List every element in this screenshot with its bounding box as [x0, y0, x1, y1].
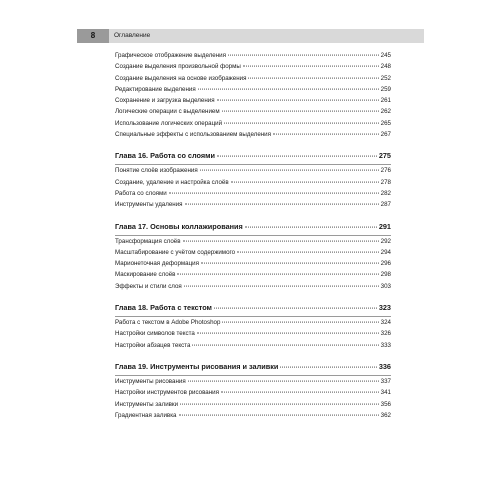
page-ref: 278 [380, 178, 391, 186]
toc-group [115, 140, 391, 210]
toc-entry [115, 410, 391, 421]
toc-group [115, 292, 391, 351]
page-ref: 303 [380, 282, 391, 290]
entry-title: Создание выделения на основе изображения [115, 74, 247, 82]
header-title: Оглавление [114, 32, 151, 39]
toc-entry [115, 199, 391, 210]
dot-leader [222, 322, 378, 323]
chapter-title: Глава 17. Основы коллажирования [115, 221, 243, 231]
entry-title: Специальные эффекты с использованием выделения [115, 131, 271, 139]
chapter-title: Глава 18. Работа с текстом [115, 303, 212, 313]
page-ref: 356 [380, 400, 391, 408]
entry-title: Масштабирование с учётом содержимого [115, 248, 236, 256]
dot-leader [184, 285, 379, 286]
group-gap [115, 292, 391, 301]
toc-entry [115, 247, 391, 258]
toc-entry [115, 50, 391, 61]
page-ref: 252 [380, 74, 391, 82]
entry-title: Эффекты и стили слоя [115, 282, 182, 290]
chapter-title: Глава 19. Инструменты рисования и заливки [115, 361, 279, 371]
toc-entry [115, 399, 391, 410]
toc-entry [115, 258, 391, 269]
entry-title: Создание, удаление и настройка слоёв [115, 178, 229, 186]
dot-leader [200, 170, 379, 171]
toc-group [115, 50, 391, 140]
dot-leader [197, 333, 379, 334]
dot-leader [280, 367, 376, 368]
entry-title: Инструменты рисования [115, 377, 186, 385]
page-ref: 298 [380, 271, 391, 279]
dot-leader [180, 403, 379, 404]
chapter-heading [115, 301, 391, 314]
dot-leader [243, 66, 379, 67]
page-ref: 276 [380, 167, 391, 175]
dot-leader [217, 156, 377, 157]
page-ref: 323 [378, 303, 391, 313]
dot-leader [214, 308, 377, 309]
chapter-heading [115, 149, 391, 162]
chapter-heading [115, 220, 391, 233]
entry-title: Настройки инструментов рисования [115, 389, 219, 397]
page-ref: 248 [380, 63, 391, 71]
page-ref: 333 [380, 341, 391, 349]
entry-title: Создание выделения произвольной формы [115, 63, 241, 71]
dot-leader [217, 100, 379, 101]
dot-leader [231, 181, 379, 182]
entry-title: Сохранение и загрузка выделения [115, 97, 215, 105]
page-ref: 336 [378, 361, 391, 371]
entry-title: Использование логических операций [115, 119, 223, 127]
toc-entry [115, 340, 391, 351]
dot-leader [179, 414, 379, 415]
toc-entry [115, 118, 391, 129]
entry-title: Трансформация слоёв [115, 237, 181, 245]
page-ref: 287 [380, 201, 391, 209]
toc-entry [115, 328, 391, 339]
entry-title: Инструменты заливки [115, 400, 179, 408]
page-ref: 262 [380, 108, 391, 116]
toc-entry [115, 165, 391, 176]
dot-leader [185, 204, 379, 205]
entry-title: Градиентная заливка [115, 411, 177, 419]
toc-group [115, 351, 391, 421]
toc-entry [115, 387, 391, 398]
dot-leader [221, 392, 379, 393]
page-ref: 324 [380, 319, 391, 327]
toc-entry [115, 376, 391, 387]
dot-leader [224, 122, 379, 123]
dot-leader [201, 263, 379, 264]
toc-entry [115, 106, 391, 117]
page-ref: 259 [380, 85, 391, 93]
dot-leader [188, 381, 379, 382]
toc-entry [115, 61, 391, 72]
dot-leader [228, 55, 379, 56]
toc-entry [115, 236, 391, 247]
page-ref: 267 [380, 131, 391, 139]
running-header [0, 29, 500, 43]
toc-entry [115, 95, 391, 106]
page-number: 8 [77, 29, 109, 43]
dot-leader [198, 88, 379, 89]
dot-leader [177, 274, 378, 275]
entry-title: Маскирование слоёв [115, 271, 176, 279]
header-bar [109, 29, 424, 43]
entry-title: Редактирование выделения [115, 85, 196, 93]
toc-entry [115, 317, 391, 328]
dot-leader [222, 111, 379, 112]
page-ref: 292 [380, 237, 391, 245]
page-ref: 291 [378, 221, 391, 231]
page-ref: 282 [380, 189, 391, 197]
toc-entry [115, 73, 391, 84]
chapter-title: Глава 16. Работа со слоями [115, 151, 216, 161]
toc-entry [115, 269, 391, 280]
group-gap [115, 140, 391, 149]
toc-entry [115, 281, 391, 292]
dot-leader [237, 251, 379, 252]
dot-leader [192, 344, 378, 345]
page-ref: 275 [378, 151, 391, 161]
dot-leader [248, 77, 378, 78]
dot-leader [183, 240, 379, 241]
page-ref: 296 [380, 260, 391, 268]
page-ref: 265 [380, 119, 391, 127]
entry-title: Графическое отображение выделения [115, 52, 226, 59]
dot-leader [245, 226, 377, 227]
page-ref: 294 [380, 248, 391, 256]
chapter-heading [115, 360, 391, 373]
entry-title: Инструменты удаления [115, 201, 183, 209]
toc-entry [115, 188, 391, 199]
page-ref: 362 [380, 411, 391, 419]
toc-group [115, 211, 391, 292]
toc-entry [115, 177, 391, 188]
group-gap [115, 351, 391, 360]
entry-title: Настройки символов текста [115, 330, 195, 338]
page-ref: 326 [380, 330, 391, 338]
entry-title: Логические операции с выделением [115, 108, 220, 116]
toc-entry [115, 129, 391, 140]
table-of-contents [115, 50, 391, 421]
dot-leader [169, 193, 379, 194]
entry-title: Марионеточная деформация [115, 260, 199, 268]
group-gap [115, 211, 391, 220]
page-ref: 245 [380, 52, 391, 59]
dot-leader [273, 134, 379, 135]
entry-title: Работа со слоями [115, 189, 167, 197]
page-ref: 341 [380, 389, 391, 397]
entry-title: Настройки абзацев текста [115, 341, 191, 349]
page-ref: 337 [380, 377, 391, 385]
entry-title: Понятие слоёв изображения [115, 167, 198, 175]
page-ref: 261 [380, 97, 391, 105]
toc-entry [115, 84, 391, 95]
entry-title: Работа с текстом в Adobe Photoshop [115, 319, 221, 327]
